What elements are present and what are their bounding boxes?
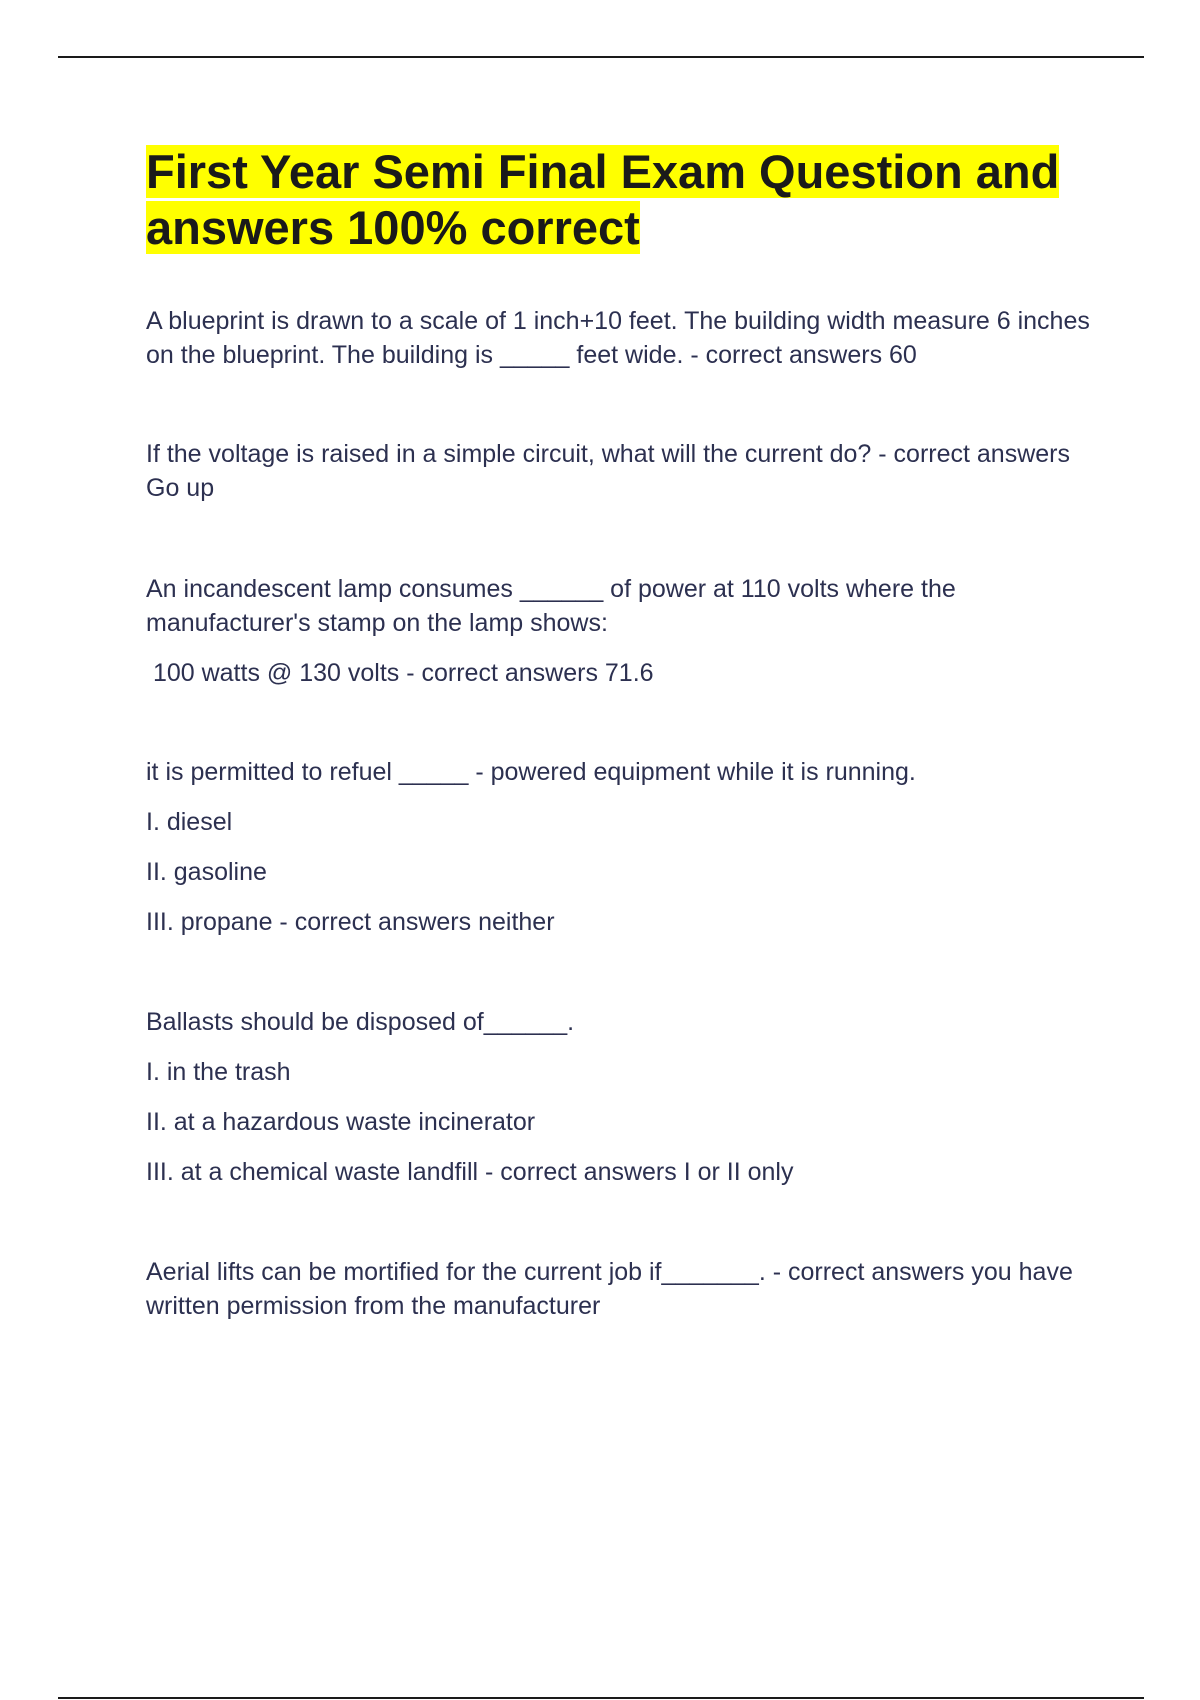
option-line: III. propane - correct answers neither	[146, 908, 555, 936]
question-text: it is permitted to refuel _____ - powered equipment while it is running.	[146, 758, 916, 786]
title-highlight: First Year Semi Final Exam Question and answers 100% correct	[146, 145, 1060, 254]
question-6	[146, 1255, 1106, 1323]
top-rule	[58, 56, 1144, 58]
question-1	[146, 304, 1106, 372]
question-text: A blueprint is drawn to a scale of 1 inch+10 feet. The building width measure 6 inches on the blueprint. The building is _____ feet wide. - correct answers 60	[146, 307, 1090, 369]
question-5	[146, 1005, 1106, 1189]
option-line: III. at a chemical waste landfill - correct answers I or II only	[146, 1158, 794, 1186]
answer-line: 100 watts @ 130 volts - correct answers 71.6	[146, 659, 654, 687]
question-text: An incandescent lamp consumes ______ of power at 110 volts where the manufacturer's stamp on the lamp shows:	[146, 575, 956, 637]
bottom-rule	[58, 1697, 1144, 1699]
question-text: Ballasts should be disposed of______.	[146, 1008, 575, 1036]
question-2	[146, 437, 1106, 505]
question-text: If the voltage is raised in a simple circuit, what will the current do? - correct answers Go up	[146, 440, 1070, 502]
question-3	[146, 572, 1106, 690]
question-text: Aerial lifts can be mortified for the current job if_______. - correct answers you have written permission from the manufacturer	[146, 1258, 1073, 1320]
option-line: II. at a hazardous waste incinerator	[146, 1108, 536, 1136]
document-body	[146, 144, 1106, 1320]
option-line: I. in the trash	[146, 1058, 291, 1086]
document-title	[146, 144, 1106, 256]
option-line: I. diesel	[146, 808, 233, 836]
question-4	[146, 755, 1106, 939]
option-line: II. gasoline	[146, 858, 267, 886]
